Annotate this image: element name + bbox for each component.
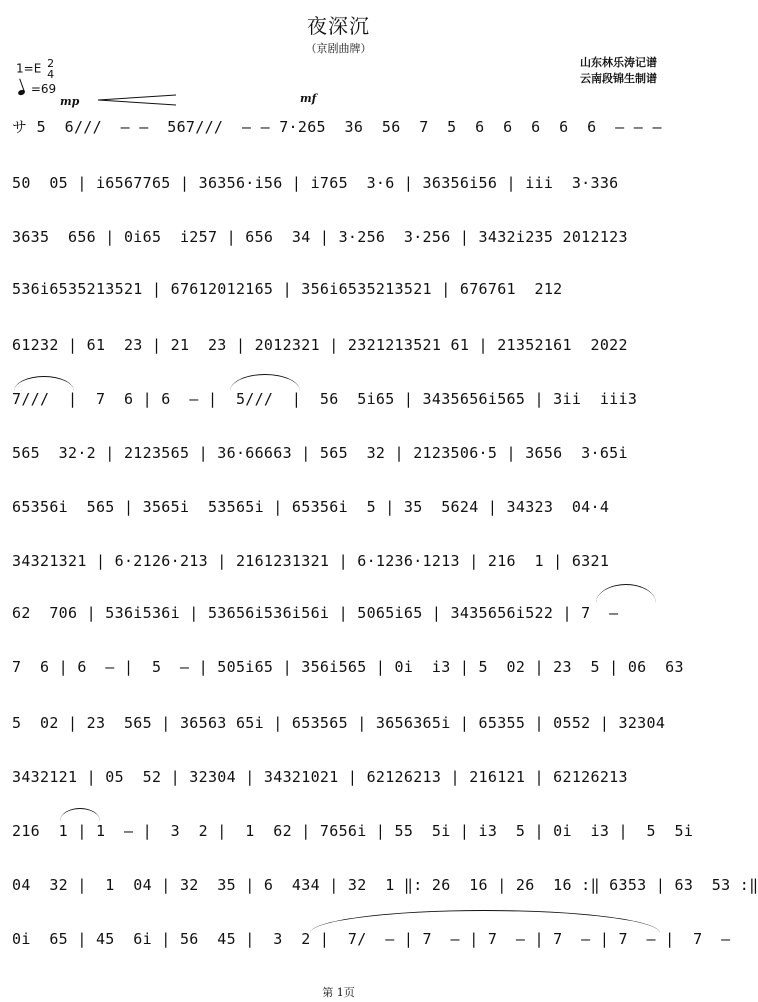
score-line-15: 04 32 | 1 04 | 32 35 | 6 434 | 32 1 ‖: 26 16 | 26 16 :‖ 6353 | 63 53 :‖ (12, 876, 758, 894)
engraver-credit: 云南段锦生制谱 (580, 72, 657, 85)
score-line-5: 61232 | 61 23 | 21 23 | 2012321 | 2321213521 61 | 21352161 2022 (12, 336, 628, 354)
time-bottom: 4 (47, 68, 55, 81)
score-line-6: 7/// | 7 6 | 6 — | 5/// | 56 5i65 | 3435656i565 | 3ii iii3 (12, 390, 638, 408)
piece-title: 夜深沉 (307, 14, 370, 38)
slur-arc (596, 584, 656, 603)
piece-subtitle: （京剧曲牌） (305, 42, 372, 55)
tempo-value: =69 (30, 82, 57, 96)
crescendo-hairpin-icon (98, 94, 176, 106)
slur-arc (14, 376, 74, 391)
score-line-10: 62 706 | 536i536i | 53656i536i56i | 5065i65 | 3435656i522 | 7 — (12, 604, 619, 622)
score-line-3: 3635 656 | 0i65 i257 | 656 34 | 3·256 3·256 | 3432i235 2012123 (12, 228, 628, 246)
slur-arc (230, 374, 300, 391)
score-line-13: 3432121 | 05 52 | 32304 | 34321021 | 62126213 | 216121 | 62126213 (12, 768, 628, 786)
score-line-16: 0i 65 | 45 6i | 56 45 | 3 2 | 7/ — | 7 — | 7 — | 7 — | 7 — | 7 — (12, 930, 731, 948)
transcriber-credit: 山东林乐涛记谱 (580, 56, 657, 69)
score-line-12: 5 02 | 23 565 | 36563 65i | 653565 | 3656365i | 65355 | 0552 | 32304 (12, 714, 666, 732)
dynamic-mf: mf (300, 92, 317, 105)
key-label: 1=E (16, 61, 42, 76)
dynamic-mp: mp (60, 95, 80, 108)
score-line-14: 216 1 | 1 — | 3 2 | 1 62 | 7656i | 55 5i | i3 5 | 0i i3 | 5 5i (12, 822, 694, 840)
score-line-11: 7 6 | 6 — | 5 — | 505i65 | 356i565 | 0i i3 | 5 02 | 23 5 | 06 63 (12, 658, 684, 676)
key-signature (16, 58, 54, 80)
score-line-7: 565 32·2 | 2123565 | 36·66663 | 565 32 | 2123506·5 | 3656 3·65i (12, 444, 628, 462)
slur-arc (310, 910, 660, 933)
page-number: 第 1页 (322, 986, 355, 999)
score-line-1: サ 5 6/// — — 567/// — — 7·265 36 56 7 5 6 6 6 6 6 — — — (12, 118, 662, 136)
score-line-9: 34321321 | 6·2126·213 | 2161231321 | 6·1236·1213 | 216 1 | 6321 (12, 552, 610, 570)
time-top: 2 (47, 57, 55, 70)
time-signature (47, 58, 54, 80)
tempo-marking (18, 82, 56, 96)
slur-arc (60, 808, 100, 821)
score-line-2: 50 05 | i6567765 | 36356·i56 | i765 3·6 | 36356i56 | iii 3·336 (12, 174, 619, 192)
score-line-4: 536i6535213521 | 67612012165 | 356i6535213521 | 676761 212 (12, 280, 563, 298)
score-line-8: 65356i 565 | 3565i 53565i | 65356i 5 | 35 5624 | 34323 04·4 (12, 498, 610, 516)
quarter-note-icon (17, 89, 25, 96)
